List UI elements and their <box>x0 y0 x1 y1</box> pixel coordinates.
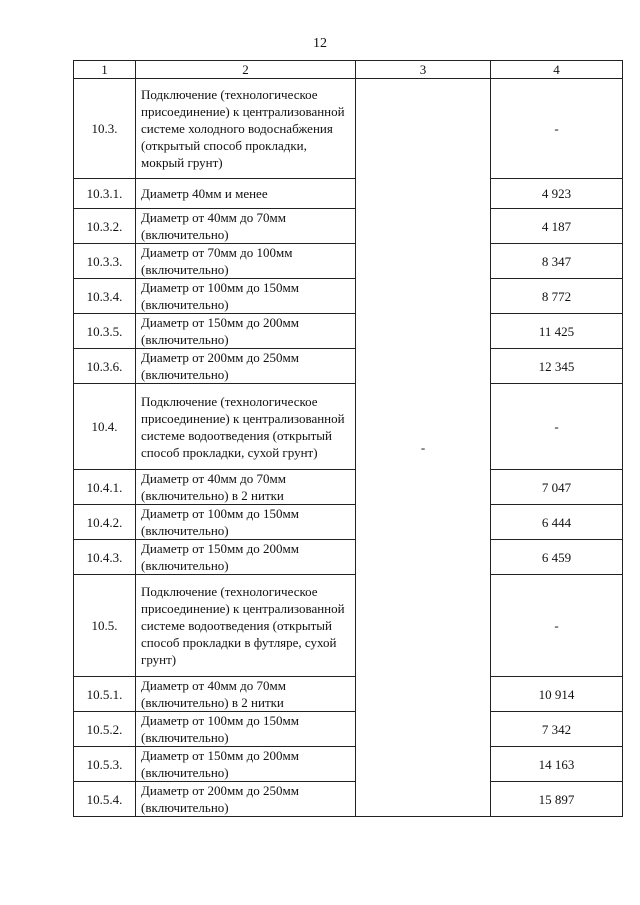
row-value: 4 187 <box>491 209 623 244</box>
row-description: Диаметр от 150мм до 200мм (включительно) <box>136 314 356 349</box>
row-number: 10.3.3. <box>74 244 136 279</box>
row-value: - <box>491 79 623 179</box>
table-row <box>74 712 623 747</box>
row-value: 11 425 <box>491 314 623 349</box>
row-description: Диаметр от 70мм до 100мм (включительно) <box>136 244 356 279</box>
row-number: 10.5.4. <box>74 782 136 817</box>
row-description: Диаметр от 40мм до 70мм (включительно) <box>136 209 356 244</box>
table-row <box>74 209 623 244</box>
row-number: 10.3. <box>74 79 136 179</box>
row-description: Диаметр от 200мм до 250мм (включительно) <box>136 349 356 384</box>
row-number: 10.4. <box>74 384 136 470</box>
column3-merged-cell: - <box>356 79 491 817</box>
row-value: 6 444 <box>491 505 623 540</box>
row-value: 7 342 <box>491 712 623 747</box>
table-row <box>74 677 623 712</box>
row-value: 12 345 <box>491 349 623 384</box>
table-row <box>74 575 623 677</box>
row-description: Диаметр 40мм и менее <box>136 179 356 209</box>
row-description: Подключение (технологическое присоединение) к централизованной системе водоотведения (открытый способ прокладки в футляре, сухой грунт) <box>136 575 356 677</box>
header-row <box>74 61 623 79</box>
table-row <box>74 782 623 817</box>
table-row <box>74 747 623 782</box>
table-row <box>74 244 623 279</box>
row-number: 10.5. <box>74 575 136 677</box>
table-row <box>74 349 623 384</box>
row-number: 10.3.4. <box>74 279 136 314</box>
row-number: 10.4.3. <box>74 540 136 575</box>
row-description: Диаметр от 100мм до 150мм (включительно) <box>136 279 356 314</box>
row-value: 8 347 <box>491 244 623 279</box>
row-description: Диаметр от 150мм до 200мм (включительно) <box>136 540 356 575</box>
row-value: 4 923 <box>491 179 623 209</box>
row-number: 10.4.1. <box>74 470 136 505</box>
column-header: 3 <box>356 61 491 79</box>
row-description: Диаметр от 40мм до 70мм (включительно) в 2 нитки <box>136 677 356 712</box>
row-number: 10.3.1. <box>74 179 136 209</box>
row-number: 10.3.2. <box>74 209 136 244</box>
row-number: 10.3.6. <box>74 349 136 384</box>
column-header: 1 <box>74 61 136 79</box>
row-value: 10 914 <box>491 677 623 712</box>
row-value: 8 772 <box>491 279 623 314</box>
row-description: Диаметр от 100мм до 150мм (включительно) <box>136 505 356 540</box>
table-row <box>74 179 623 209</box>
column-header: 2 <box>136 61 356 79</box>
table-row <box>74 540 623 575</box>
table-row <box>74 470 623 505</box>
table-row <box>74 279 623 314</box>
row-number: 10.5.3. <box>74 747 136 782</box>
column-header: 4 <box>491 61 623 79</box>
row-number: 10.5.2. <box>74 712 136 747</box>
row-number: 10.4.2. <box>74 505 136 540</box>
row-description: Диаметр от 200мм до 250мм (включительно) <box>136 782 356 817</box>
table-row <box>74 384 623 470</box>
row-value: 6 459 <box>491 540 623 575</box>
row-description: Диаметр от 150мм до 200мм (включительно) <box>136 747 356 782</box>
row-value: - <box>491 575 623 677</box>
tariff-table <box>73 60 623 817</box>
row-value: 15 897 <box>491 782 623 817</box>
table-row <box>74 505 623 540</box>
row-value: - <box>491 384 623 470</box>
table-row <box>74 314 623 349</box>
row-number: 10.5.1. <box>74 677 136 712</box>
page-number: 12 <box>313 36 327 51</box>
row-description: Подключение (технологическое присоединение) к централизованной системе водоотведения (открытый способ прокладки, сухой грунт) <box>136 384 356 470</box>
table-row <box>74 79 623 179</box>
row-number: 10.3.5. <box>74 314 136 349</box>
row-description: Подключение (технологическое присоединение) к централизованной системе холодного водоснабжения (открытый способ прокладки, мокрый грунт) <box>136 79 356 179</box>
row-value: 7 047 <box>491 470 623 505</box>
row-value: 14 163 <box>491 747 623 782</box>
row-description: Диаметр от 40мм до 70мм (включительно) в 2 нитки <box>136 470 356 505</box>
row-description: Диаметр от 100мм до 150мм (включительно) <box>136 712 356 747</box>
